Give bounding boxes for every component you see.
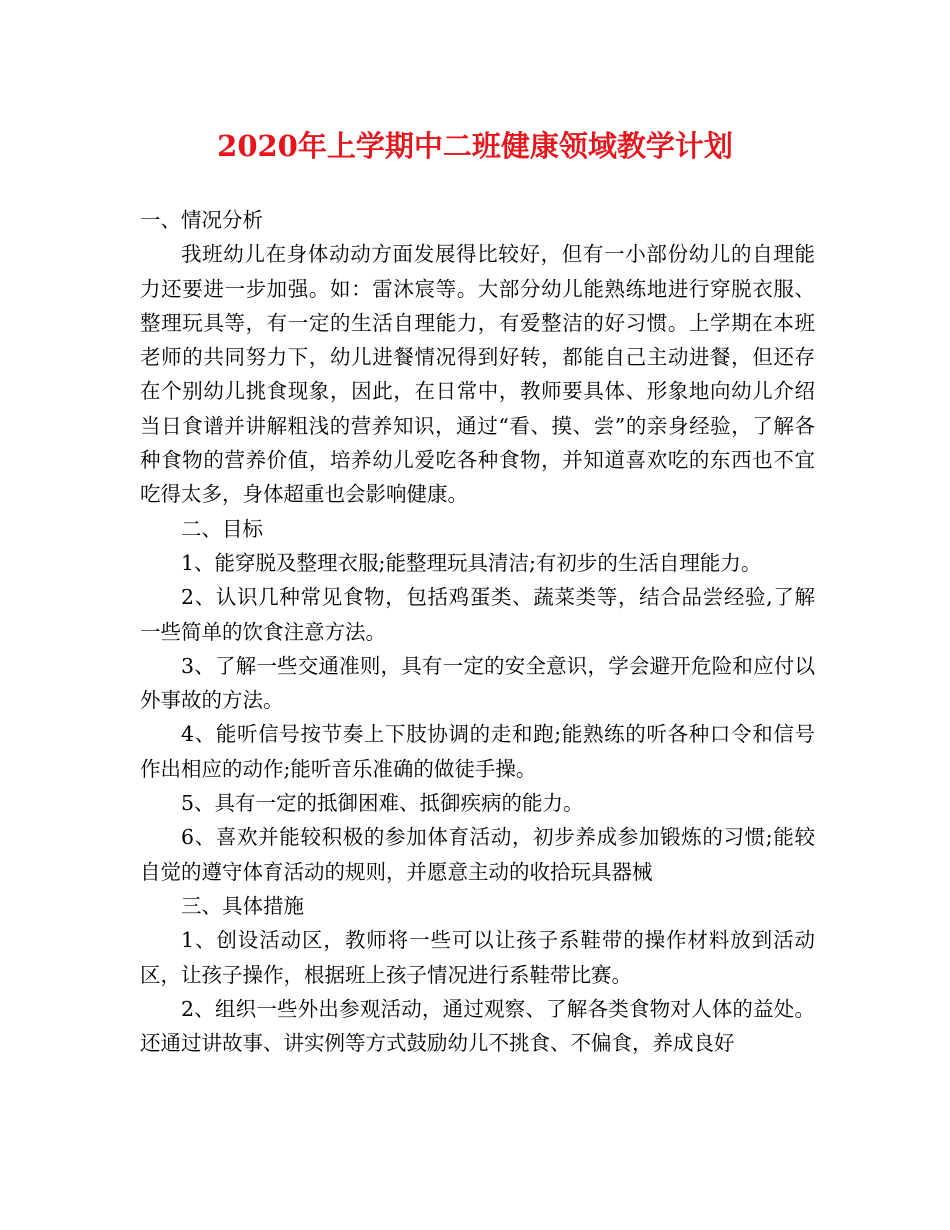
section-heading-goals: 二、目标 [181, 516, 263, 541]
paragraph-situation-analysis: 我班幼儿在身体动动方面发展得比较好，但有一小部份幼儿的自理能力还要进一步加强。如：雷沐宸等。大部分幼儿能熟练地进行穿脱衣服、整理玩具等，有一定的生活自理能力，有爱整洁的好习惯。上学期在本班老师的共同努力下，幼儿进餐情况得到好转，都能自己主动进餐，但还存在个别幼儿挑食现象，因此，在日常中，教师要具体、形象地向幼儿介绍当日食谱并讲解粗浅的营养知识，通过“看、摸、尝”的亲身经验，了解各种食物的营养价值，培养幼儿爱吃各种食物，并知道喜欢吃的东西也不宜吃得太多，身体超重也会影响健康。 [140, 242, 815, 507]
goal-item-4: 4、能听信号按节奏上下肢协调的走和跑;能熟练的听各种口令和信号作出相应的动作;能听音乐准确的做徒手操。 [140, 722, 815, 781]
section-heading-situation: 一、情况分析 [140, 208, 263, 232]
document-body [140, 203, 815, 1060]
document-title: 2020年上学期中二班健康领域教学计划 [217, 129, 733, 163]
goal-item-1: 1、能穿脱及整理衣服;能整理玩具清洁;有初步的生活自理能力。 [181, 550, 762, 575]
goal-item-2: 2、认识几种常见食物，包括鸡蛋类、蔬菜类等，结合品尝经验,了解一些简单的饮食注意方法。 [140, 585, 815, 644]
goal-item-5: 5、具有一定的抵御困难、抵御疾病的能力。 [181, 791, 584, 816]
section-heading-measures: 三、具体措施 [181, 893, 304, 918]
goal-item-6: 6、喜欢并能较积极的参加体育活动，初步养成参加锻炼的习惯;能较自觉的遵守体育活动的规则，并愿意主动的收拾玩具器械 [140, 825, 815, 884]
measure-item-1: 1、创设活动区，教师将一些可以让孩子系鞋带的操作材料放到活动区，让孩子操作，根据班上孩子情况进行系鞋带比赛。 [140, 928, 815, 987]
measure-item-2: 2、组织一些外出参观活动，通过观察、了解各类食物对人体的益处。还通过讲故事、讲实例等方式鼓励幼儿不挑食、不偏食，养成良好 [140, 996, 815, 1056]
goal-item-3: 3、了解一些交通准则，具有一定的安全意识，学会避开危险和应付以外事故的方法。 [140, 653, 815, 713]
